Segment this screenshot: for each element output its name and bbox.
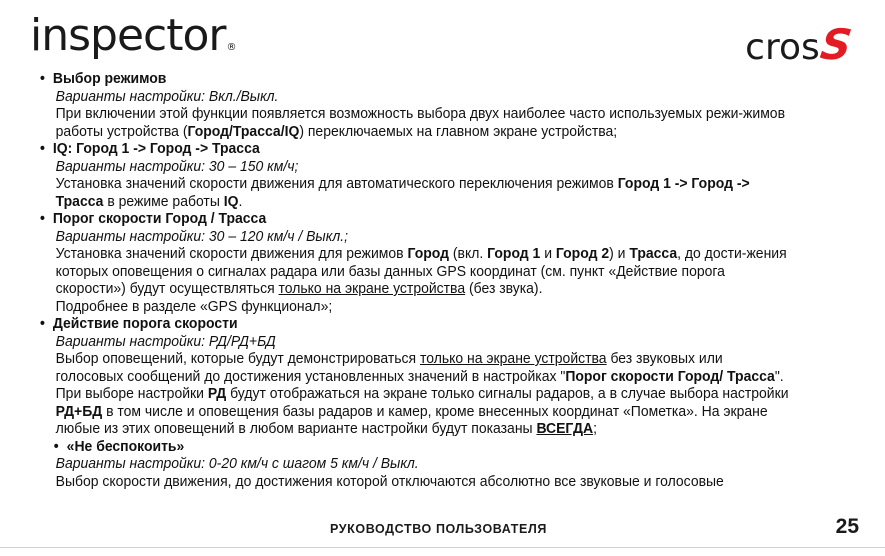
action-description: Выбор оповещений, которые будут демонстрироваться только на экране устройства без звуковых или голосовых сообщений до достижения установленных значений в настройках "Порог скорости Город/ Трасса". При выборе настройки РД будут отображаться на экране только сигналы радаров, а в случае выбора настройки РД+БД в том числе и оповещения базы радаров и камер, кроме внесенных координат «Пометка». На экране любые из этих оповещений в любом варианте настройки будут показаны ВСЕГДА; <box>55 350 789 437</box>
page-number: 25 <box>835 515 859 538</box>
footer-title: РУКОВОДСТВО ПОЛЬЗОВАТЕЛЯ <box>330 522 547 536</box>
dnd-description: Выбор скорости движения, до достижения которой отключаются абсолютно все звуковые и голосовые <box>55 472 724 490</box>
threshold-heading: • Порог скорости Город / Трасса <box>40 210 267 227</box>
iq-description: Установка значений скорости движения для автоматического переключения режимов Город 1 -> Город -> Трасса в режиме работы IQ. <box>55 175 750 210</box>
iq-heading: • IQ: Город 1 -> Город -> Трасса <box>40 140 260 157</box>
modes-options: Варианты настройки: Вкл./Выкл. <box>55 87 279 105</box>
modes-description: При включении этой функции появляется возможность выбора двух наиболее часто используемых режи-жимов работы устройства (Город/Трасса/IQ) переключаемых на главном экране устройства; <box>55 105 785 140</box>
inspector-logo: inspector® <box>30 10 236 61</box>
action-heading: • Действие порога скорости <box>40 315 238 332</box>
footer-rule <box>0 547 885 548</box>
iq-options: Варианты настройки: 30 – 150 км/ч; <box>55 157 299 175</box>
threshold-more: Подробнее в разделе «GPS функционал»; <box>55 297 333 315</box>
modes-heading: • Выбор режимов <box>40 70 167 87</box>
action-options: Варианты настройки: РД/РД+БД <box>55 332 276 350</box>
manual-text <box>40 70 790 490</box>
dnd-options: Варианты настройки: 0-20 км/ч с шагом 5 км/ч / Выкл. <box>55 455 419 472</box>
cross-brand-logo: cros S <box>745 20 855 69</box>
threshold-description: Установка значений скорости движения для режимов Город (вкл. Город 1 и Город 2) и Трасса, до дости-жения которых оповещения о сигналах радара или базы данных GPS координат (см. пункт «Действие порога скорости») будут осуществляться только на экране устройства (без звука). <box>55 245 787 297</box>
dnd-heading: • «Не беспокоить» <box>53 437 185 455</box>
threshold-options: Варианты настройки: 30 – 120 км/ч / Выкл.; <box>55 227 348 245</box>
